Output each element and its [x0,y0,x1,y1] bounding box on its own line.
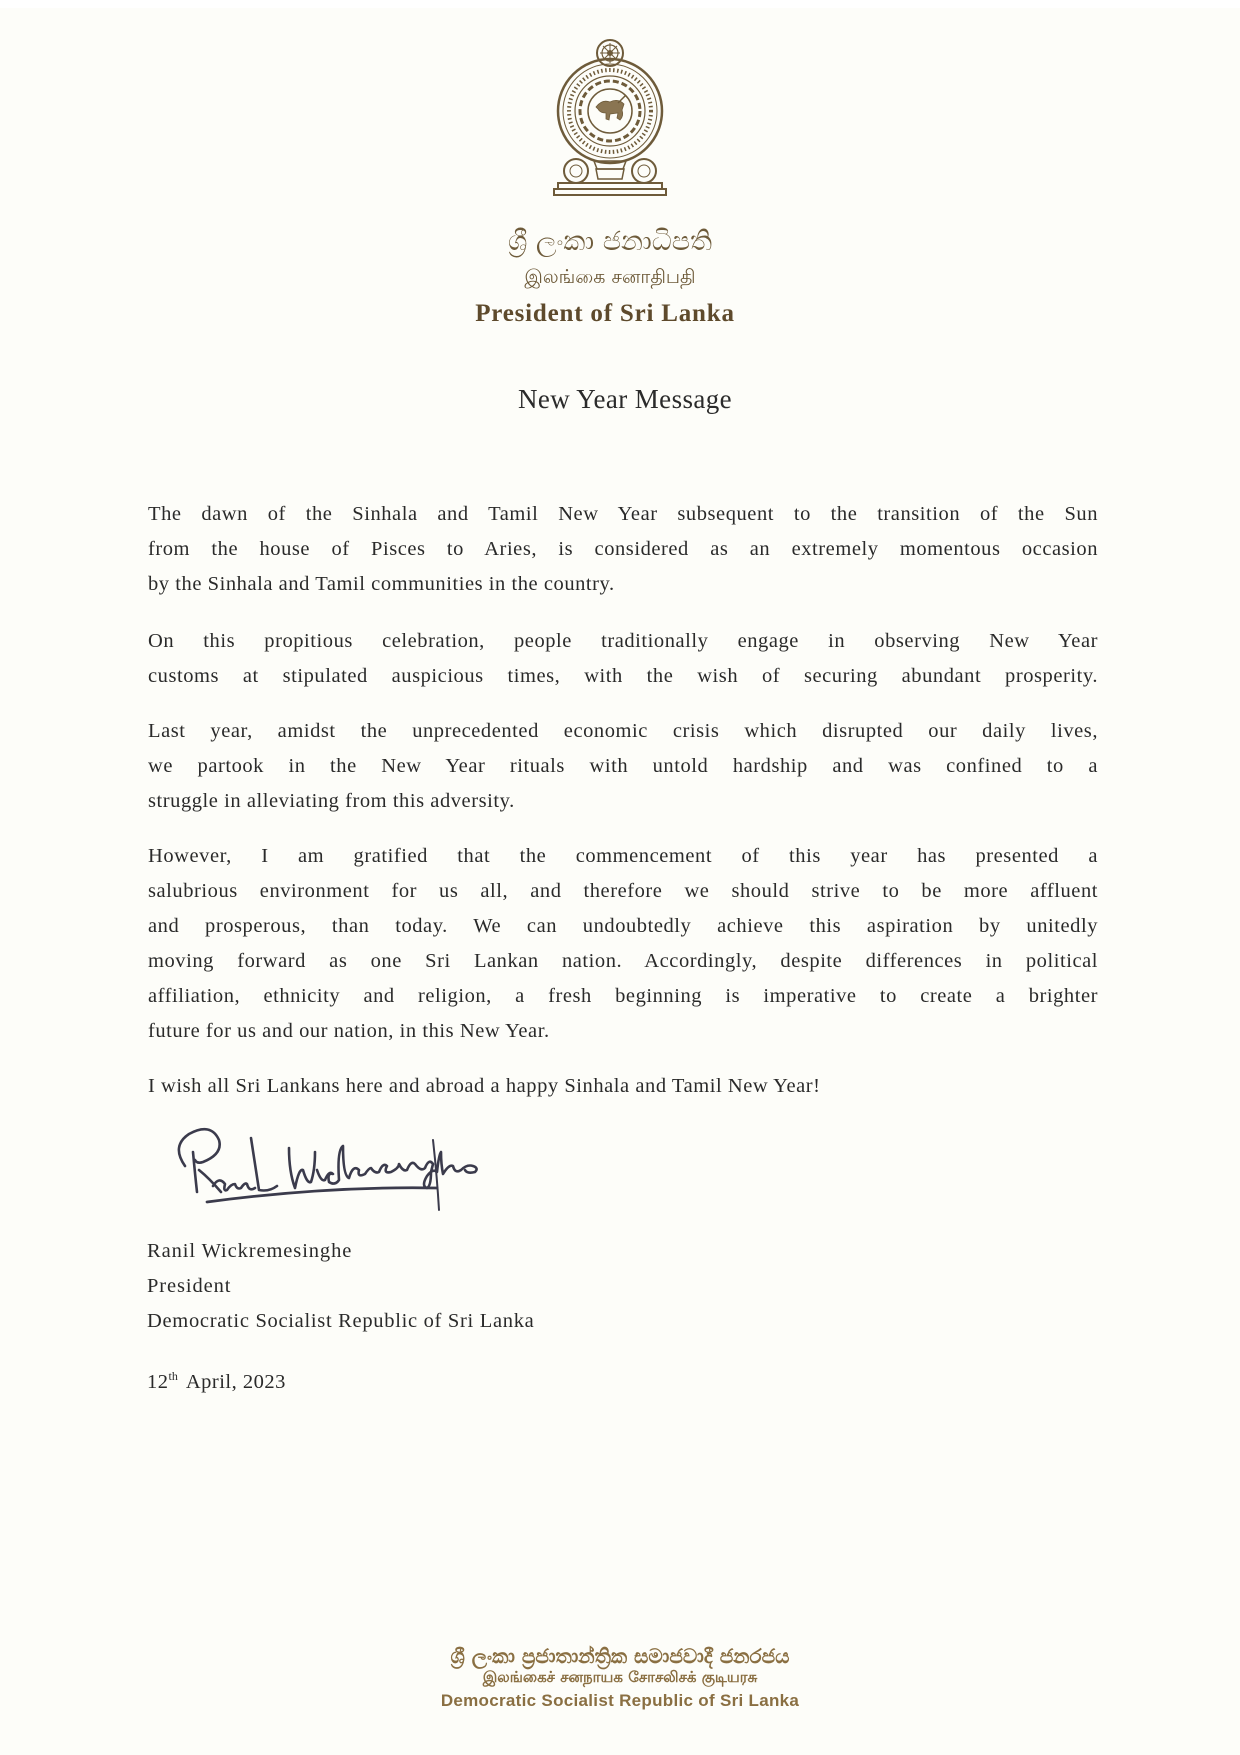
footer-tamil: இலங்கைச் சனநாயக சோசலிசக் குடியரசு [482,1668,758,1686]
text-line: Last year, amidst the unprecedented economic crisis which disrupted our daily lives, [148,720,1098,742]
footer-english: Democratic Socialist Republic of Sri Lanka [440,1691,800,1710]
text-line: affiliation, ethnicity and religion, a fresh beginning is imperative to create a brighter [148,985,1098,1007]
paragraph [148,714,1098,819]
document-title: New Year Message [517,384,733,414]
letterhead-title-tamil: இலங்கை சனாதிபதி [524,266,696,288]
text-line: moving forward as one Sri Lankan nation. Accordingly, despite differences in political [148,950,1098,972]
date-day: 12 [147,1371,169,1393]
text-line: On this propitious celebration, people traditionally engage in observing New Year [148,630,1098,652]
signatory-name: Ranil Wickremesinghe [147,1240,353,1262]
letter-date [147,1359,286,1400]
text-line: we partook in the New Year rituals with untold hardship and was confined to a [148,755,1098,777]
text-line: However, I am gratified that the commencement of this year has presented a [148,845,1098,867]
letter-page [0,8,1240,1755]
text-line: struggle in alleviating from this adversity. [148,790,515,812]
text-line: I wish all Sri Lankans here and abroad a happy Sinhala and Tamil New Year! [148,1075,821,1097]
handwritten-signature [165,1118,505,1218]
text-line: customs at stipulated auspicious times, with the wish of securing abundant prosperity. [148,665,1098,687]
footer-sinhala: ශ්‍රී ලංකා ප්‍රජාතාන්ත්‍රික සමාජවාදී ජනරජය [450,1644,790,1668]
signatory-organization: Democratic Socialist Republic of Sri Lanka [147,1310,535,1332]
letterhead-title-english: President of Sri Lanka [475,300,735,327]
text-line: and prosperous, than today. We can undoubtedly achieve this aspiration by unitedly [148,915,1098,937]
national-emblem-icon [552,35,668,197]
text-line: future for us and our nation, in this New Year. [148,1020,550,1042]
letterhead-title-sinhala: ශ්‍රී ලංකා ජනාධිපති [507,226,713,257]
text-line: from the house of Pisces to Aries, is considered as an extremely momentous occasion [148,538,1098,560]
paragraph [148,839,1098,1049]
text-line: The dawn of the Sinhala and Tamil New Year subsequent to the transition of the Sun [148,503,1098,525]
paragraph [148,624,1098,694]
signatory-title: President [147,1275,232,1297]
date-month-year: April, 2023 [185,1371,286,1393]
date-ordinal-suffix: th [168,1369,178,1383]
text-line: by the Sinhala and Tamil communities in the country. [148,573,615,595]
text-line: salubrious environment for us all, and therefore we should strive to be more affluent [148,880,1098,902]
paragraph [148,497,1098,602]
paragraph [148,1069,1098,1104]
